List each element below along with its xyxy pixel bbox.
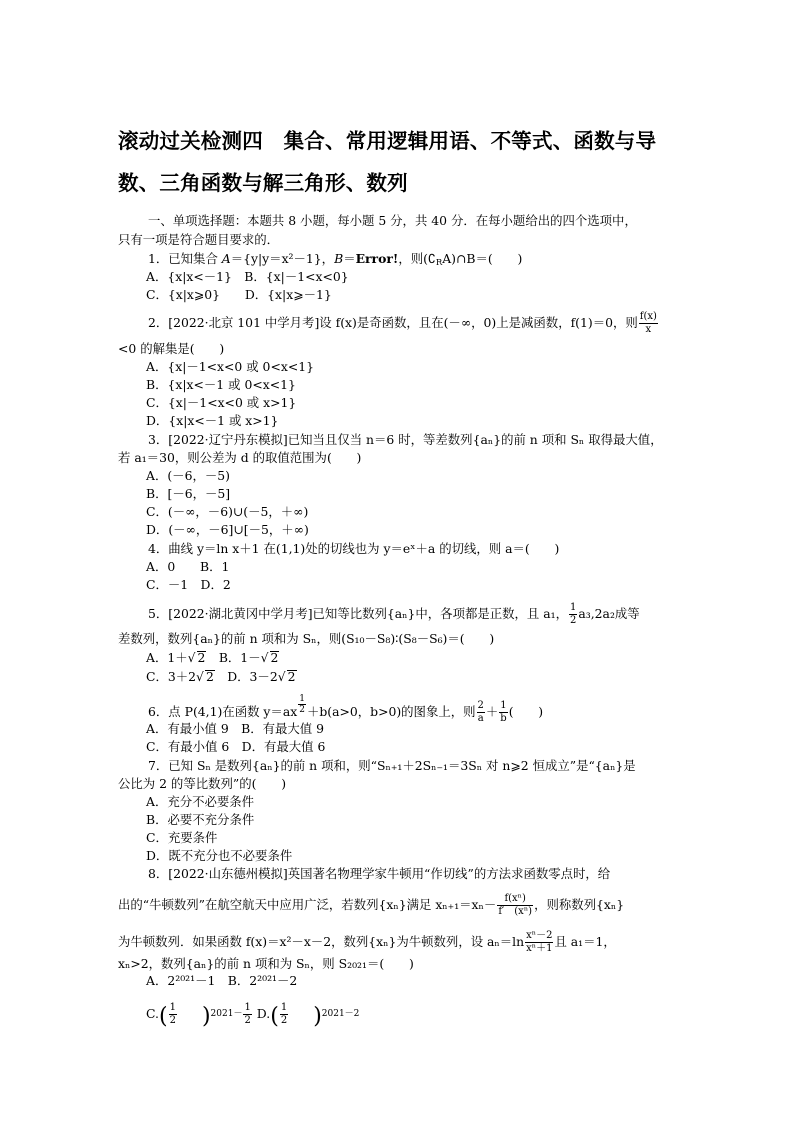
question-8-options-cd: C.( $\frac{1}{2}$ )2021－ $\frac{1}{2}$ D.( $\frac{1}{2}$ )2021－2 [146,1002,360,1029]
question-4-stem: 4．曲线 y＝ln x＋1 在(1,1)处的切线也为 y＝eˣ＋a 的切线，则 a＝( ) [148,541,560,556]
question-5-stem: 5．[2022·湖北黄冈中学月考]已知等比数列{aₙ}中，各项都是正数，且 a₁， $\frac{1}{2}$ a₃,2a₂成等 [148,602,640,626]
section-intro-line-2: 只有一项是符合题目要求的． [118,232,280,247]
question-7-option-a: A．充分不必要条件 [146,794,255,809]
question-7-option-d: D．既不充分也不必要条件 [146,848,293,863]
fraction: $\frac{\text{xⁿ－2}}{\text{xⁿ＋1}}$ [526,930,553,954]
fraction: $\frac{f(x)}{x}$ [639,311,657,335]
error-text: Error! [355,251,399,266]
question-3-stem: 3．[2022·辽宁丹东模拟]已知当且仅当 n＝6 时，等差数列{aₙ}的前 n 项和 Sₙ 取得最大值， [148,432,663,447]
question-8-stem-line-2: 出的“牛顿数列”在航空航天中应用广泛，若数列{xₙ}满足 xₙ₊₁＝xₙ－ $\frac{\text{f(xⁿ)}}{\text{f′ (xⁿ)}}$ ，则称数列{xₙ} [118,893,625,917]
sqrt-icon: √ [277,669,286,684]
question-3-stem-line-2: 若 a₁＝30，则公差为 d 的取值范围为( ) [118,450,362,465]
question-1-options-ab: A．{x|x<－1} B．{x|－1<x<0} [146,269,349,284]
sqrt-icon: √ [196,669,204,684]
question-1-options-cd: C．{x|x⩾0} D．{x|x⩾－1} [146,287,332,302]
question-5-options-cd: C．3＋2√ 2 D．3－2√ 2 [146,669,296,684]
question-2-option-b: B．{x|x<－1 或 0<x<1} [146,377,296,392]
question-6-options-cd: C．有最小值 6 D．有最大值 6 [146,739,326,754]
question-4-options-ab: A．0 B．1 [146,559,230,574]
question-4-options-cd: C．－1 D．2 [146,577,231,592]
question-8-options-ab: A．2²⁰²¹－1 B．2²⁰²¹－2 [146,973,298,988]
fraction: $\frac{1}{2}$ [570,602,577,626]
question-3-option-b: B．[－6，－5] [146,486,231,501]
sqrt-icon: √ [260,650,269,665]
question-7-stem: 7．已知 Sₙ 是数列{aₙ}的前 n 项和，则“Sₙ₊₁＋2Sₙ₋₁＝3Sₙ 对 n⩾2 恒成立”是“{aₙ}是 [148,758,636,773]
fraction: $\frac{\text{f(xⁿ)}}{\text{f′ (xⁿ)}}$ [498,893,533,917]
fraction: $\frac{2}{a}$ [477,700,484,724]
sqrt-icon: √ [187,650,196,665]
question-3-option-c: C．(－∞，－6)∪(－5，＋∞) [146,504,309,519]
question-6-stem: 6．点 P(4,1)在函数 y＝ax $\frac{1}{2}$ ＋b(a>0，b>0)的图象上，则 $\frac{2}{a}$ ＋ $\frac{1}{b}$ ( ) [148,694,544,724]
question-1-stem: 1．已知集合 A＝{y|y＝x²－1}，B＝Error!，则$(∁_RA)\cap B=$( ) [148,251,523,268]
question-8-stem: 8．[2022·山东德州模拟]英国著名物理学家牛顿用“作切线”的方法求函数零点时，给 [148,866,611,881]
question-8-stem-line-4: xₙ>2，数列{aₙ}的前 n 项和为 Sₙ，则 S₂₀₂₁＝( ) [118,956,414,971]
fraction-exponent: $\frac{1}{2}$ [299,694,305,715]
question-2-stem: 2．[2022·北京 101 中学月考]设 f(x)是奇函数，且在(－∞，0)上是减函数，f(1)＝0，则 $\frac{f(x)}{x}$ [148,311,657,335]
fraction: $\frac{1}{2}$ [244,1002,251,1026]
question-2-option-a: A．{x|－1<x<0 或 0<x<1} [146,359,314,374]
question-2-option-c: C．{x|－1<x<0 或 x>1} [146,395,297,410]
question-3-option-a: A．(－6，－5) [146,468,230,483]
question-2-stem-line-2: <0 的解集是( ) [118,341,225,356]
question-5-stem-line-2: 差数列，数列{aₙ}的前 n 项和为 Sₙ，则(S₁₀－S₈)∶(S₈－S₆)＝( ) [118,631,495,646]
question-5-options-ab: A．1＋√ 2 B．1－√ 2 [146,650,279,665]
question-6-options-ab: A．有最小值 9 B．有最大值 9 [146,721,324,736]
fraction: $\frac{1}{2}$ [169,1002,176,1026]
question-2-option-d: D．{x|x<－1 或 x>1} [146,413,279,428]
fraction: $\frac{1}{2}$ [280,1002,288,1026]
question-7-option-b: B．必要不充分条件 [146,812,255,827]
section-intro-line-1: 一、单项选择题：本题共 8 小题，每小题 5 分，共 40 分．在每小题给出的四个选项中， [148,213,637,228]
question-8-stem-line-3: 为牛顿数列．如果函数 f(x)＝x²－x－2，数列{xₙ}为牛顿数列，设 aₙ＝ln $\frac{\text{xⁿ－2}}{\text{xⁿ＋1}}$ 且 a₁＝1， [118,930,616,954]
page-title: 滚动过关检测四 集合、常用逻辑用语、不等式、函数与导数、三角函数与解三角形、数列 [118,129,657,195]
question-7-stem-line-2: 公比为 2 的等比数列”的( ) [118,776,287,791]
fraction: $\frac{1}{b}$ [500,700,507,724]
question-7-option-c: C．充要条件 [146,830,218,845]
question-3-option-d: D．(－∞，－6]∪[－5，＋∞) [146,522,309,537]
